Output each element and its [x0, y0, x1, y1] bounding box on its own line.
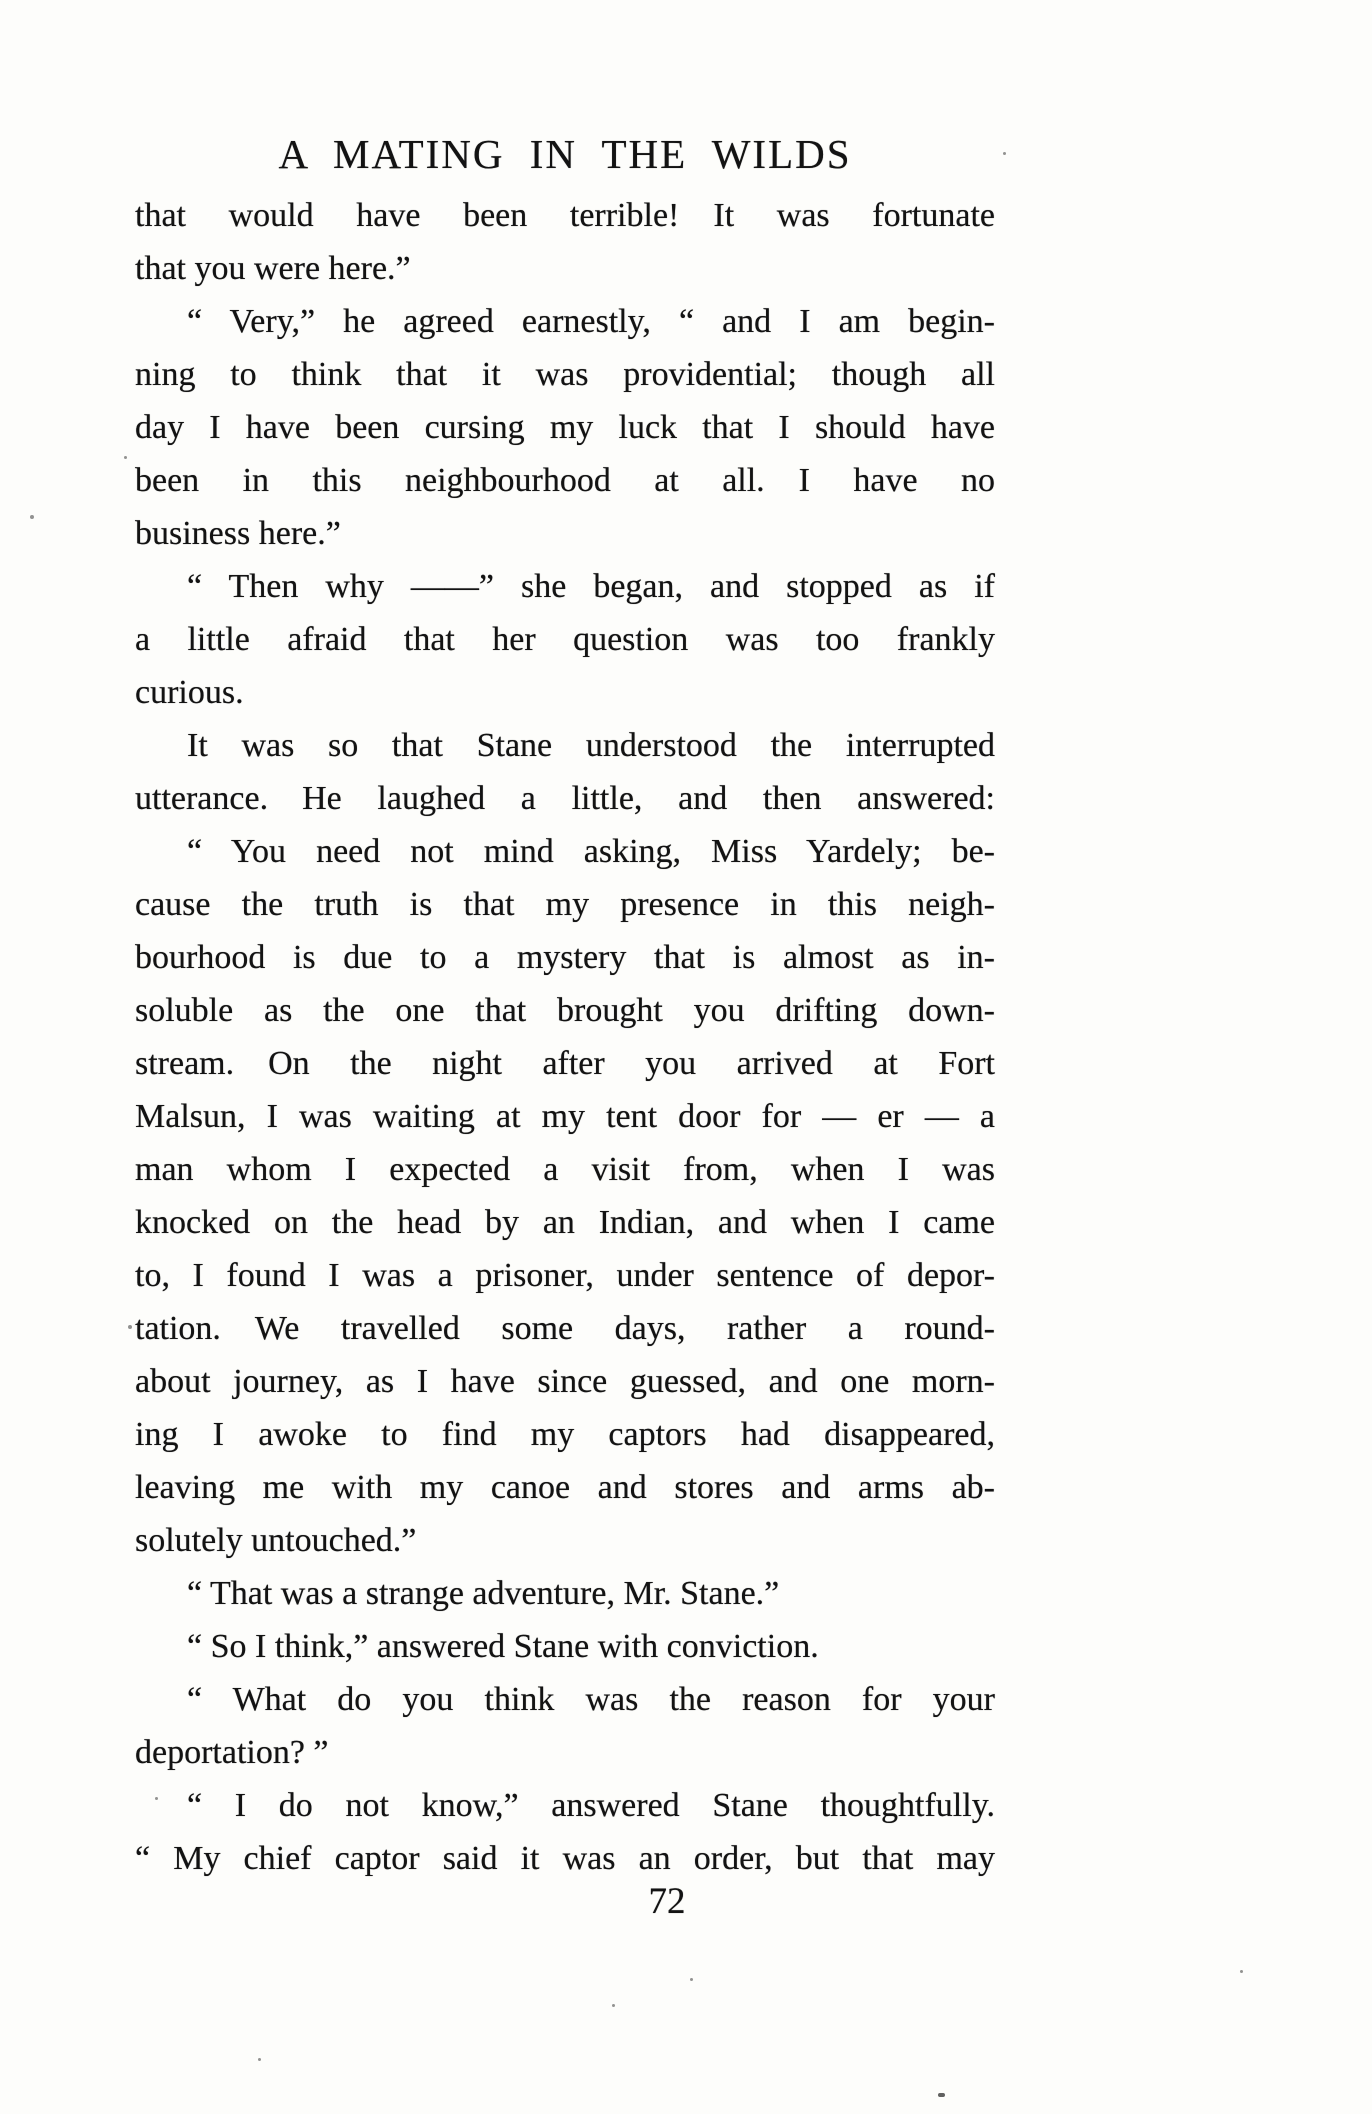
text-line: “ You need not mind asking, Miss Yardely; be- — [187, 833, 995, 870]
scan-speck — [690, 1978, 693, 1981]
text-line: day I have been cursing my luck that I should have — [135, 409, 995, 446]
text-line: business here.” — [135, 515, 341, 552]
text-line: solutely untouched.” — [135, 1522, 417, 1559]
text-line: ing I awoke to find my captors had disappeared, — [135, 1416, 995, 1453]
text-line: utterance. He laughed a little, and then answered: — [135, 780, 995, 817]
text-line: “ Very,” he agreed earnestly, “ and I am begin- — [187, 303, 995, 340]
text-line: a little afraid that her question was too frankly — [135, 621, 995, 658]
text-line: curious. — [135, 674, 244, 711]
text-line: “ What do you think was the reason for your — [187, 1681, 995, 1718]
text-line: that you were here.” — [135, 250, 411, 287]
text-line: Malsun, I was waiting at my tent door for — er — a — [135, 1098, 995, 1135]
text-line: to, I found I was a prisoner, under sentence of depor- — [135, 1257, 995, 1294]
text-line: cause the truth is that my presence in this neigh- — [135, 886, 995, 923]
text-line: “ I do not know,” answered Stane thoughtfully. — [187, 1787, 995, 1824]
running-header: A MATING IN THE WILDS — [278, 131, 852, 177]
scan-speck — [258, 2058, 261, 2061]
scan-speck — [1240, 1970, 1243, 1973]
text-line: bourhood is due to a mystery that is almost as in- — [135, 939, 995, 976]
scan-speck — [128, 1325, 132, 1329]
text-line: “ My chief captor said it was an order, but that may — [135, 1840, 995, 1877]
text-line: about journey, as I have since guessed, and one morn- — [135, 1363, 995, 1400]
text-line: man whom I expected a visit from, when I was — [135, 1151, 995, 1188]
text-line: soluble as the one that brought you drifting down- — [135, 992, 995, 1029]
scan-speck — [612, 2004, 615, 2007]
page-number: 72 — [648, 1881, 686, 1922]
text-line: “ That was a strange adventure, Mr. Stane.” — [187, 1575, 780, 1612]
scan-speck — [1003, 152, 1006, 155]
text-line: “ So I think,” answered Stane with conviction. — [187, 1628, 819, 1665]
body-text — [135, 189, 995, 1885]
scan-speck — [30, 515, 34, 519]
text-line: that would have been terrible! It was fortunate — [135, 197, 995, 234]
text-line: leaving me with my canoe and stores and arms ab- — [135, 1469, 995, 1506]
scan-speck — [155, 1797, 158, 1800]
text-line: “ Then why ——” she began, and stopped as if — [187, 568, 995, 605]
text-line: stream. On the night after you arrived at Fort — [135, 1045, 995, 1082]
text-line: been in this neighbourhood at all. I have no — [135, 462, 995, 499]
text-line: ning to think that it was providential; though all — [135, 356, 995, 393]
text-line: It was so that Stane understood the interrupted — [187, 727, 995, 764]
scan-speck — [938, 2093, 945, 2097]
text-line: deportation? ” — [135, 1734, 329, 1771]
scan-speck — [124, 456, 127, 459]
text-line: knocked on the head by an Indian, and when I came — [135, 1204, 995, 1241]
text-line: tation. We travelled some days, rather a round- — [135, 1310, 995, 1347]
